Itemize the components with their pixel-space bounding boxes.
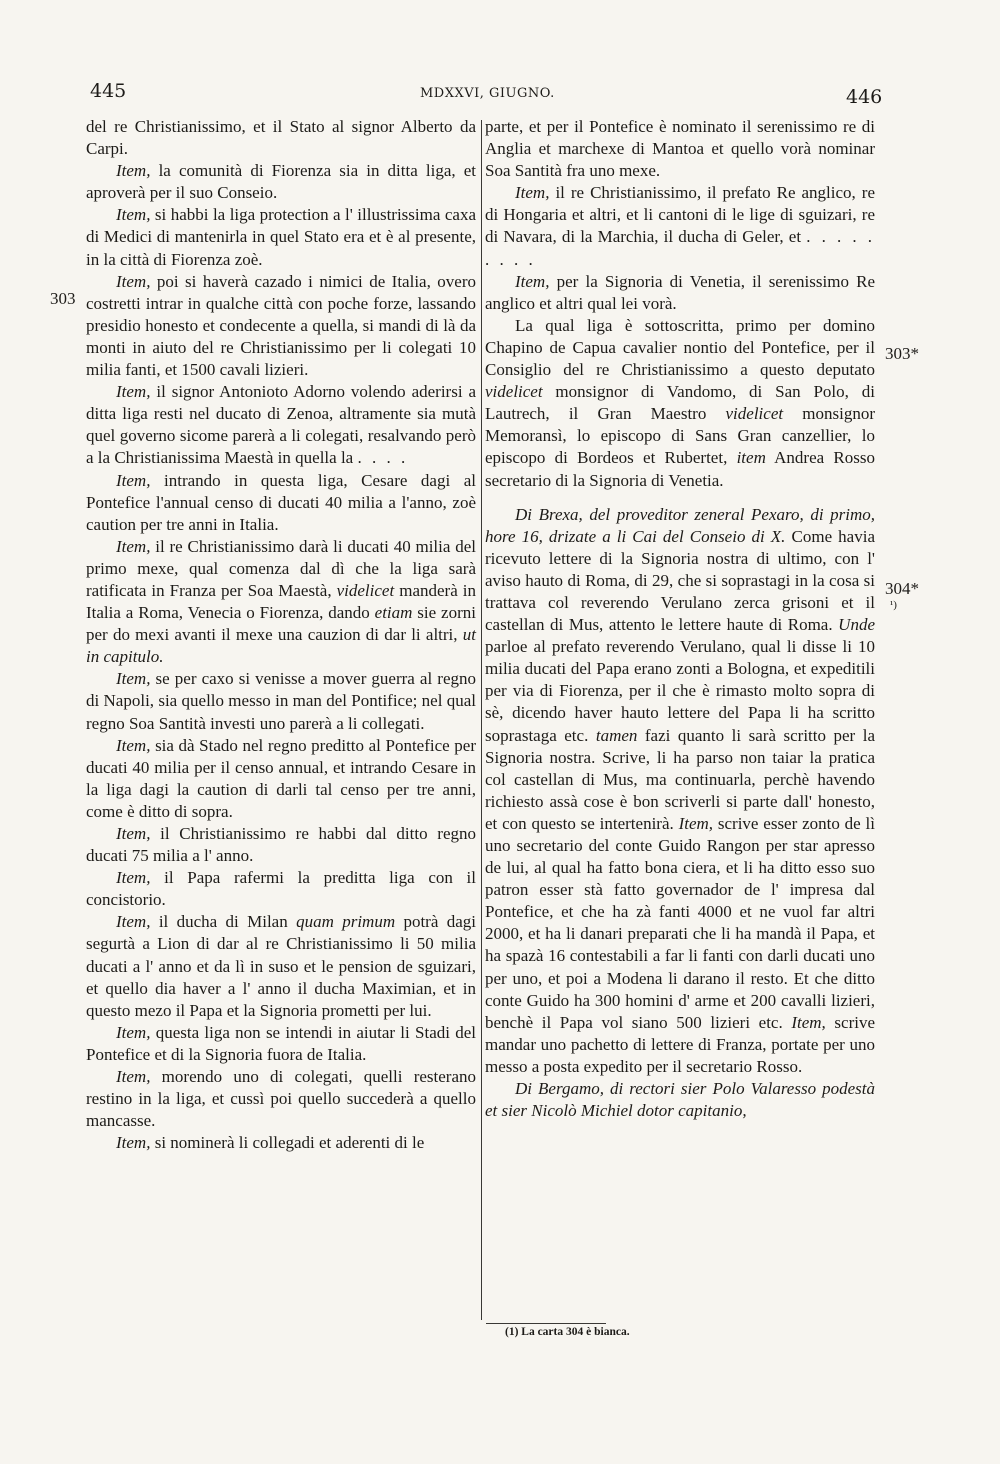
margin-footnote-marker: ¹) [890,599,897,611]
paragraph: Item, si habbi la liga protection a l' illustrissima caxa di Medici di mantenirla in quel Stato era et è al presente, in la città di Fiorenza zoè. [86,205,476,269]
left-column [86,116,476,1154]
paragraph: La qual liga è sottoscritta, primo per domino Chapino de Capua cavalier nontio del Pontefice, per il Consiglio del re Christianissimo a questo deputato videlicet monsignor di Vandomo, di San Polo, di Lautrech, il Gran Maestro videlicet monsignor Memoransì, lo episcopo di Sans Gran canzellier, lo episcopo di Bordeos et Rubertet, item Andrea Rosso secretario di la Signoria di Venetia. [485,315,875,490]
paragraph: Item, si nominerà li collegadi et aderenti di le [116,1133,425,1153]
paragraph: Item, il Christianissimo re habbi dal ditto regno ducati 75 milia a l' anno. [86,824,476,866]
paragraph: Item, per la Signoria di Venetia, il serenissimo Re anglico et altri qual lei vorà. [485,271,875,313]
right-column [485,116,875,1122]
running-title: MDXXVI, GIUGNO. [420,86,555,101]
paragraph: Item, la comunità di Fiorenza sia in ditta liga, et aproverà per il suo Conseio. [86,161,476,203]
footnote-rule [486,1323,606,1324]
page-number-left: 445 [90,80,127,102]
paragraph: Item, il re Christianissimo darà li ducati 40 milia del primo mexe, qual comenza dal dì che la liga sarà ratificata in Franza per Soa Maestà, videlicet manderà in Italia a Roma, Venecia o Fiorenza, dando etiam sie zorni per do mexi avanti il mexe una cauzion di dar li altri, ut in capitulo. [86,536,476,667]
paragraph: Item, il signor Antonioto Adorno volendo aderirsi a ditta liga resti nel ducato di Zenoa, altramente sia mutà quel governo sicome parerà a li colegati, resalvando però a la Christianissima Maestà in quella la . . . . [86,382,476,468]
paragraph: Item, il Papa rafermi la preditta liga con il concistorio. [86,868,476,910]
paragraph: Di Brexa, del proveditor zeneral Pexaro, di primo, hore 16, drizate a li Cai del Conseio di X. Come havia ricevuto lettere di la Signoria nostra di ultimo, con l' aviso hauto di Roma, di 29, che si soprastagi in la cosa si trattava col reverendo Verulano zerca grisoni et il castellan di Mus, attento le lettere haute di Roma. Unde parloe al prefato reverendo Verulano, qual li disse li 10 milia ducati del Papa erano zonti a Bologna, et expeditili per via di Fiorenza, per il che è rimasto molto sopra di sè, dicendo haver hauto lettere del Papa li ha scritto soprastaga etc. tamen fazi quanto li sarà scritto per la Signoria nostra. Scrive, li ha parso non taiar la pratica col castellan di Mus, ma continuarla, perchè havendo richiesto assà cose è bon scriverli si parte dall' honesto, et con questo se intertenirà. Item, scrive esser zonto de lì uno secretario del conte Guido Rangon per star apresso de lui, al qual ha fatto bona ciera, et li ha ditto esso suo patron esser stà fatto governador de l' impresa dal Pontefice, et che ha zà fanti 4000 et ne vuol far altri 2000, et ha li danari preparati che li ha mandà il Papa, et ha spazà 16 contestabili a far li fanti con darli ducati uno per uno, et poi a Modena li darano il resto. Et che ditto conte Guido ha 300 homini d' arme et 200 cavalli lizieri, benchè il Papa vol siano 500 lizieri etc. Item, scrive mandar uno pachetto di lettere di Franza, portate per uno messo a posta expedito per il secretario Rosso. [485,504,875,1076]
paragraph: Item, intrando in questa liga, Cesare dagi al Pontefice l'annual censo di ducati 40 milia a l'anno, zoè caution per tre anni in Italia. [86,470,476,534]
paragraph: Di Bergamo, di rectori sier Polo Valaresso podestà et sier Nicolò Michiel dotor capitanio, [485,1079,875,1121]
paragraph: Item, il re Christianissimo, il prefato Re anglico, re di Hongaria et altri, et li cantoni di le lige di sguizari, re di Navara, di la Marchia, il ducha di Geler, et . . . . . . . . . [485,183,875,269]
paragraph: parte, et per il Pontefice è nominato il serenissimo re di Anglia et marchexe di Mantoa et quello vorà nominar Soa Santità fra uno mexe. [485,117,875,181]
paragraph: Item, morendo uno di colegati, quelli resterano restino in la liga, et cussì poi quello succederà a quello mancasse. [86,1067,476,1131]
paragraph: Item, se per caxo si venisse a mover guerra al regno di Napoli, sia quello messo in man del Pontifice; nel qual regno Soa Santità investi uno parerà a li collegati. [86,669,476,733]
footnote: (1) La carta 304 è bianca. [505,1326,630,1338]
margin-number-304-right: 304* [885,579,919,598]
paragraph: del re Christianissimo, et il Stato al signor Alberto da Carpi. [86,117,476,159]
page-header [0,80,1000,110]
margin-number-303-right: 303* [885,344,919,363]
margin-number-303-left: 303 [50,289,76,308]
paragraph: Item, sia dà Stado nel regno preditto al Pontefice per ducati 40 milia per il censo annual, et intrando Cesare in la liga dagi la caution di darli tal censo per tre anni, come è ditto di sopra. [86,735,476,821]
paragraph: Item, questa liga non se intendi in aiutar li Stadi del Pontefice et di la Signoria fuora de Italia. [86,1022,476,1064]
paragraph: Item, poi si haverà cazado i nimici de Italia, overo costretti intrar in qualche città con poche forze, lassando presidio honesto et condecente a quella, si mandi di là da monti in aiuto del re Christianissimo per li colegati 10 milia fanti, et 1500 cavali lizieri. [86,271,476,380]
column-divider [481,120,482,1320]
page-number-right: 446 [846,86,883,108]
paragraph: Item, il ducha di Milan quam primum potrà dagi segurtà a Lion di dar al re Christianissimo li 50 milia ducati a l' anno et da lì in suso et le pension de sguizari, et quello dia haver a l' anno il ducha Maximian, et in questo mezo il Papa et la Signoria prometti per lui. [86,912,477,1020]
